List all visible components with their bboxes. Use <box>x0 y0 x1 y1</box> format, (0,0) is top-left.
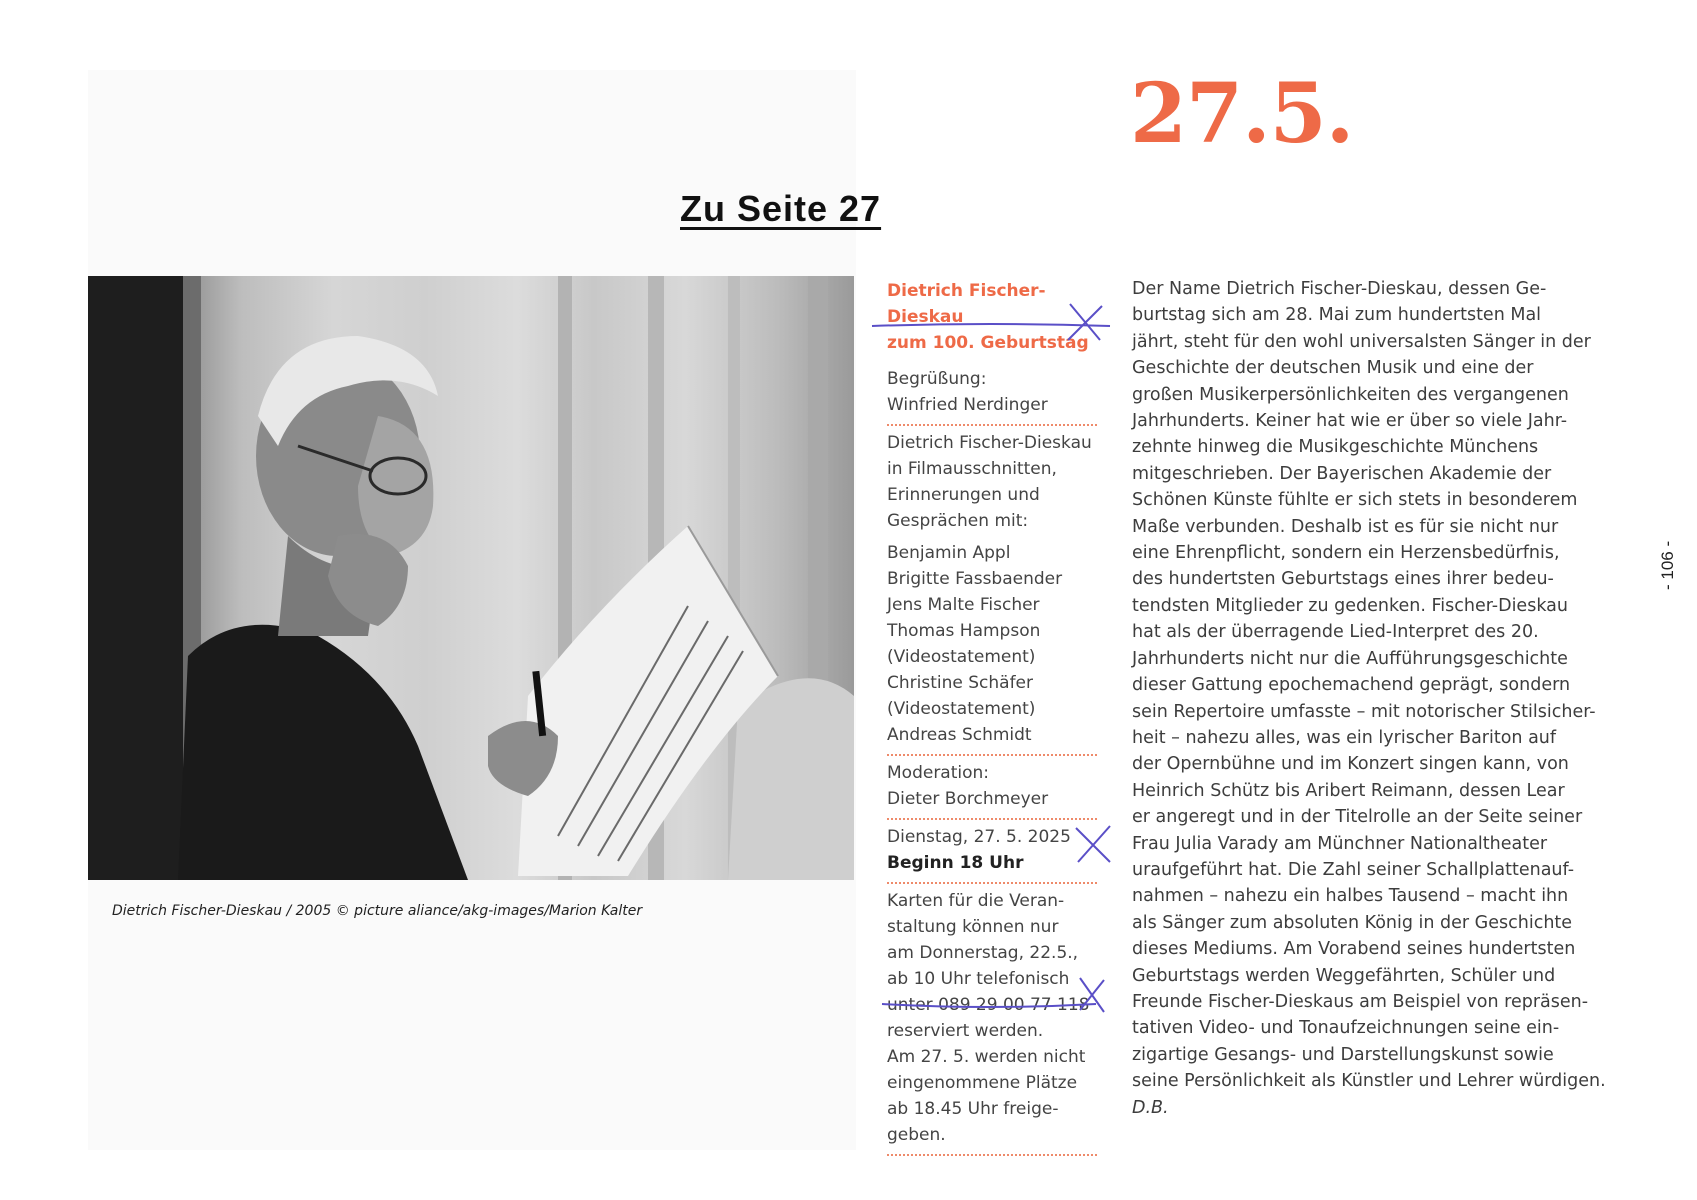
article-line: er angeregt und in der Titelrolle an der Seite seiner <box>1132 807 1583 828</box>
program-block <box>887 426 1097 756</box>
article-line: dieses Mediums. Am Vorabend seines hundertsten <box>1132 939 1576 960</box>
article-line: sein Repertoire umfasste – mit notorischer Stilsicher- <box>1132 701 1596 722</box>
participant: Andreas Schmidt <box>887 725 1032 745</box>
article-line: zigartige Gesangs- und Darstellungskunst sowie <box>1132 1044 1554 1065</box>
ink-underline-phone <box>880 976 1120 1016</box>
ticket-phone-line: unter 089 29 00 77 118 <box>887 995 1090 1015</box>
date-block <box>887 820 1097 884</box>
program-line: Dietrich Fischer-Dieskau <box>887 433 1092 453</box>
participant: Jens Malte Fischer <box>887 595 1040 615</box>
article-line: hat als der überragende Lied-Interpret des 20. <box>1132 622 1539 643</box>
article-text <box>1132 276 1606 1121</box>
ticket-line: am Donnerstag, 22.5., <box>887 943 1079 963</box>
event-start-time: Beginn 18 Uhr <box>887 853 1024 873</box>
article-line: Der Name Dietrich Fischer-Dieskau, dessen Ge- <box>1132 279 1547 299</box>
greeting-label: Begrüßung: <box>887 369 987 389</box>
article-line: Heinrich Schütz bis Aribert Reimann, dessen Lear <box>1132 780 1565 801</box>
participant: (Videostatement) <box>887 699 1036 719</box>
ticket-line: eingenommene Plätze <box>887 1073 1078 1093</box>
portrait-photo <box>88 276 854 880</box>
article-line: Jahrhunderts nicht nur die Aufführungsgeschichte <box>1132 648 1568 669</box>
ticket-line: Karten für die Veran- <box>887 891 1065 911</box>
ticket-line: geben. <box>887 1125 946 1145</box>
event-title-line1: Dietrich Fischer-Dieskau <box>887 281 1046 327</box>
article-line: der Opernbühne und im Konzert singen kann, von <box>1132 754 1569 775</box>
participant: (Videostatement) <box>887 647 1036 667</box>
participant: Benjamin Appl <box>887 543 1011 563</box>
participant: Christine Schäfer <box>887 673 1034 693</box>
greeting-block <box>887 362 1097 426</box>
moderation-name: Dieter Borchmeyer <box>887 789 1049 809</box>
program-line: Gesprächen mit: <box>887 511 1029 531</box>
article-line: Maße verbunden. Deshalb ist es für sie nicht nur <box>1132 516 1559 537</box>
article-line: jährt, steht für den wohl universalsten Sänger in der <box>1132 331 1591 352</box>
article-line: D.B. <box>1132 1097 1169 1118</box>
article-line: tendsten Mitglieder zu gedenken. Fischer-Dieskau <box>1132 595 1568 616</box>
participant: Brigitte Fassbaender <box>887 569 1063 589</box>
ink-underline-title <box>870 300 1130 360</box>
participant: Thomas Hampson <box>887 621 1041 641</box>
article-line: Frau Julia Varady am Münchner Nationaltheater <box>1132 833 1548 854</box>
article-line: Freunde Fischer-Dieskaus am Beispiel von repräsen- <box>1132 991 1589 1012</box>
article-line: zehnte hinweg die Musikgeschichte Münchens <box>1132 437 1539 458</box>
article-line: burtstag sich am 28. Mai zum hundertsten Mal <box>1132 305 1542 326</box>
ticket-line: ab 18.45 Uhr freige- <box>887 1099 1059 1119</box>
article-line: nahmen – nahezu ein halbes Tausend – macht ihn <box>1132 886 1569 907</box>
event-date: Dienstag, 27. 5. 2025 <box>887 827 1071 847</box>
article-line: als Sänger zum absoluten König in der Geschichte <box>1132 912 1573 933</box>
moderation-block <box>887 756 1097 820</box>
ticket-line: reserviert werden. <box>887 1021 1044 1041</box>
page-heading: Zu Seite 27 <box>680 188 882 229</box>
event-info-column <box>887 278 1097 1156</box>
ticket-line: staltung können nur <box>887 917 1059 937</box>
article-line: Geburtstags werden Weggefährten, Schüler und <box>1132 965 1556 986</box>
ticket-line: ab 10 Uhr telefonisch <box>887 969 1070 989</box>
page-number: - 106 - <box>1658 540 1677 590</box>
moderation-label: Moderation: <box>887 763 990 783</box>
article-line: dieser Gattung epochemachend geprägt, sondern <box>1132 675 1571 696</box>
photo-illustration <box>88 276 854 880</box>
tickets-block <box>887 884 1097 1156</box>
greeting-name: Winfried Nerdinger <box>887 395 1048 415</box>
article-line: großen Musikerpersönlichkeiten des vergangenen <box>1132 384 1569 405</box>
article-line: des hundertsten Geburtstags eines ihrer bedeu- <box>1132 569 1554 590</box>
article-line: seine Persönlichkeit als Künstler und Lehrer würdigen. <box>1132 1071 1606 1092</box>
article-line: Geschichte der deutschen Musik und eine der <box>1132 358 1534 379</box>
article-line: Jahrhunderts. Keiner hat wie er über so viele Jahr- <box>1132 411 1568 432</box>
photo-caption: Dietrich Fischer-Dieskau / 2005 © picture aliance/akg-images/Marion Kalter <box>112 903 643 919</box>
article-line: mitgeschrieben. Der Bayerischen Akademie der <box>1132 463 1552 484</box>
ticket-line: Am 27. 5. werden nicht <box>887 1047 1086 1067</box>
article-line: heit – nahezu alles, was ein lyrischer Bariton auf <box>1132 727 1557 748</box>
event-title-line2: zum 100. Geburtstag <box>887 333 1089 353</box>
article-line: uraufgeführt hat. Die Zahl seiner Schallplattenauf- <box>1132 859 1575 880</box>
ink-cross-mark <box>1070 820 1120 870</box>
program-line: in Filmausschnitten, <box>887 459 1057 479</box>
article-line: Schönen Künste fühlte er sich stets in besonderem <box>1132 490 1578 511</box>
event-date-big: 27.5. <box>1130 66 1354 162</box>
article-line: tativen Video- und Tonaufzeichnungen seine ein- <box>1132 1018 1560 1039</box>
program-line: Erinnerungen und <box>887 485 1040 505</box>
article-line: eine Ehrenpflicht, sondern ein Herzensbedürfnis, <box>1132 543 1560 564</box>
